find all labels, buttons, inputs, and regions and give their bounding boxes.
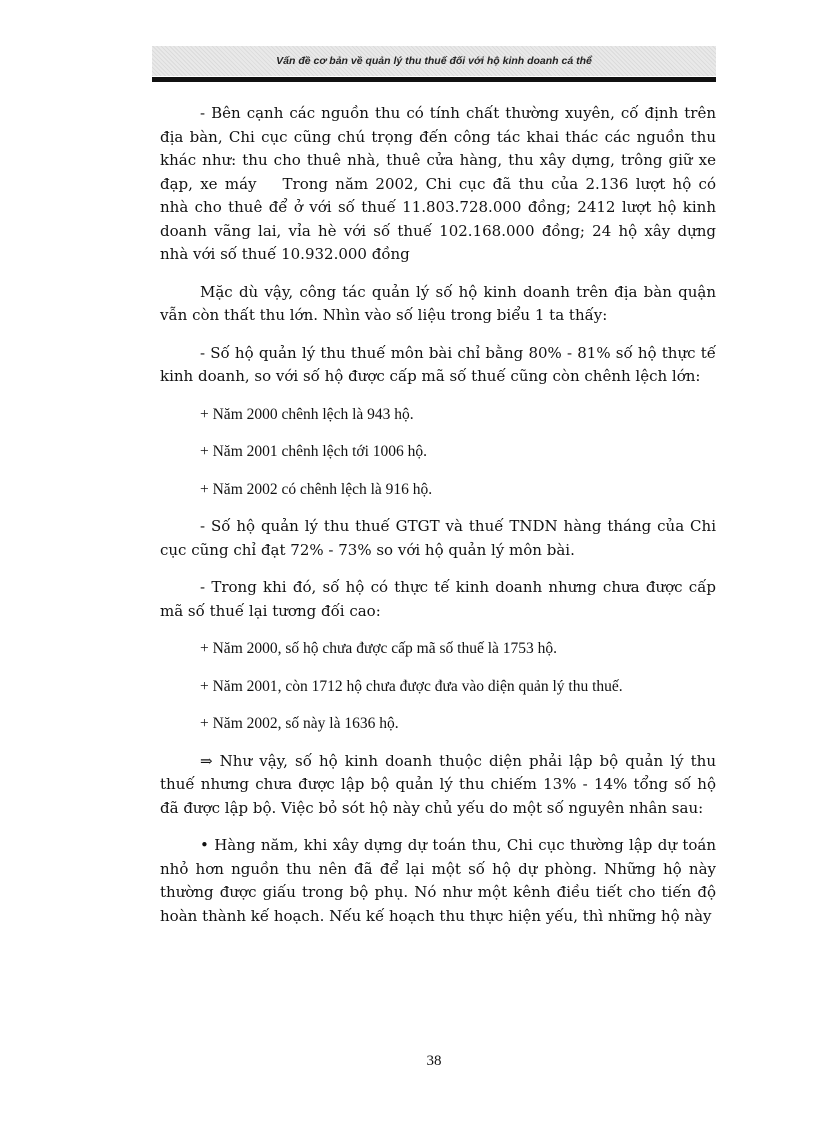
running-header xyxy=(152,46,716,76)
paragraph-conclusion: ⇒ Như vậy, số hộ kinh doanh thuộc diện phải lập bộ quản lý thu thuế nhưng chưa được lập bộ quản lý thu chiếm 13% - 14% tổng số hộ đã được lập bộ. Việc bỏ sót hộ này chủ yếu do một số nguyên nhân sau: xyxy=(160,751,716,817)
list-item: + Năm 2000 chênh lệch là 943 hộ. xyxy=(200,405,414,423)
paragraph-revenue-loss: Mặc dù vậy, công tác quản lý số hộ kinh doanh trên địa bàn quận vẫn còn thất thu lớn. Nhìn vào số liệu trong biểu 1 ta thấy: xyxy=(160,282,716,324)
paragraph-unregistered: - Trong khi đó, số hộ có thực tế kinh doanh nhưng chưa được cấp mã số thuế lại tương đối cao: xyxy=(160,578,716,620)
page-number: 38 xyxy=(426,1053,442,1069)
paragraph-other-revenue-part2: Trong năm 2002, Chi cục đã thu của 2.136 lượt hộ có nhà cho thuê để ở với số thuế 11.803.728.000 đồng; 2412 lượt hộ kinh doanh vãng lai, vỉa hè với số thuế 102.168.000 đồng; 24 hộ xây dựng nhà với số thuế 10.932.000 đồng xyxy=(160,174,716,263)
list-item: + Năm 2002, số này là 1636 hộ. xyxy=(200,715,399,732)
list-item: + Năm 2001, còn 1712 hộ chưa được đưa vào diện quản lý thu thuế. xyxy=(200,677,623,695)
header-rule xyxy=(152,77,716,82)
header-title: Vấn đề cơ bản về quản lý thu thuế đối với hộ kinh doanh cá thể xyxy=(276,55,592,67)
paragraph-other-revenue-part1: - Bên cạnh các nguồn thu có tính chất thường xuyên, cố định trên địa bàn, Chi cục cũng chú trọng đến công tác khai thác các nguồn thu khác như: thu cho thuê nhà, thuê cửa hàng, thu xây dựng, trông giữ xe đạp, xe máy xyxy=(160,104,716,193)
page-body xyxy=(160,102,716,942)
list-item: + Năm 2001 chênh lệch tới 1006 hộ. xyxy=(200,443,428,460)
paragraph-cause: • Hàng năm, khi xây dựng dự toán thu, Chi cục thường lập dự toán nhỏ hơn nguồn thu nên đã để lại một số hộ dự phòng. Những hộ này thường được giấu trong bộ phụ. Nó như một kênh điều tiết cho tiến độ hoàn thành kế hoạch. Nếu kế hoạch thu thực hiện yếu, thì những hộ này xyxy=(160,836,716,925)
paragraph-other-revenue xyxy=(160,102,716,267)
list-item: + Năm 2000, số hộ chưa được cấp mã số thuế là 1753 hộ. xyxy=(200,640,558,657)
paragraph-vat-tax: - Số hộ quản lý thu thuế GTGT và thuế TNDN hàng tháng của Chi cục cũng chỉ đạt 72% - 73% so với hộ quản lý môn bài. xyxy=(160,517,716,559)
list-item: + Năm 2002 có chênh lệch là 916 hộ. xyxy=(200,480,433,498)
paragraph-license-tax: - Số hộ quản lý thu thuế môn bài chỉ bằng 80% - 81% số hộ thực tế kinh doanh, so với số hộ được cấp mã số thuế cũng còn chênh lệch lớn: xyxy=(160,343,716,385)
